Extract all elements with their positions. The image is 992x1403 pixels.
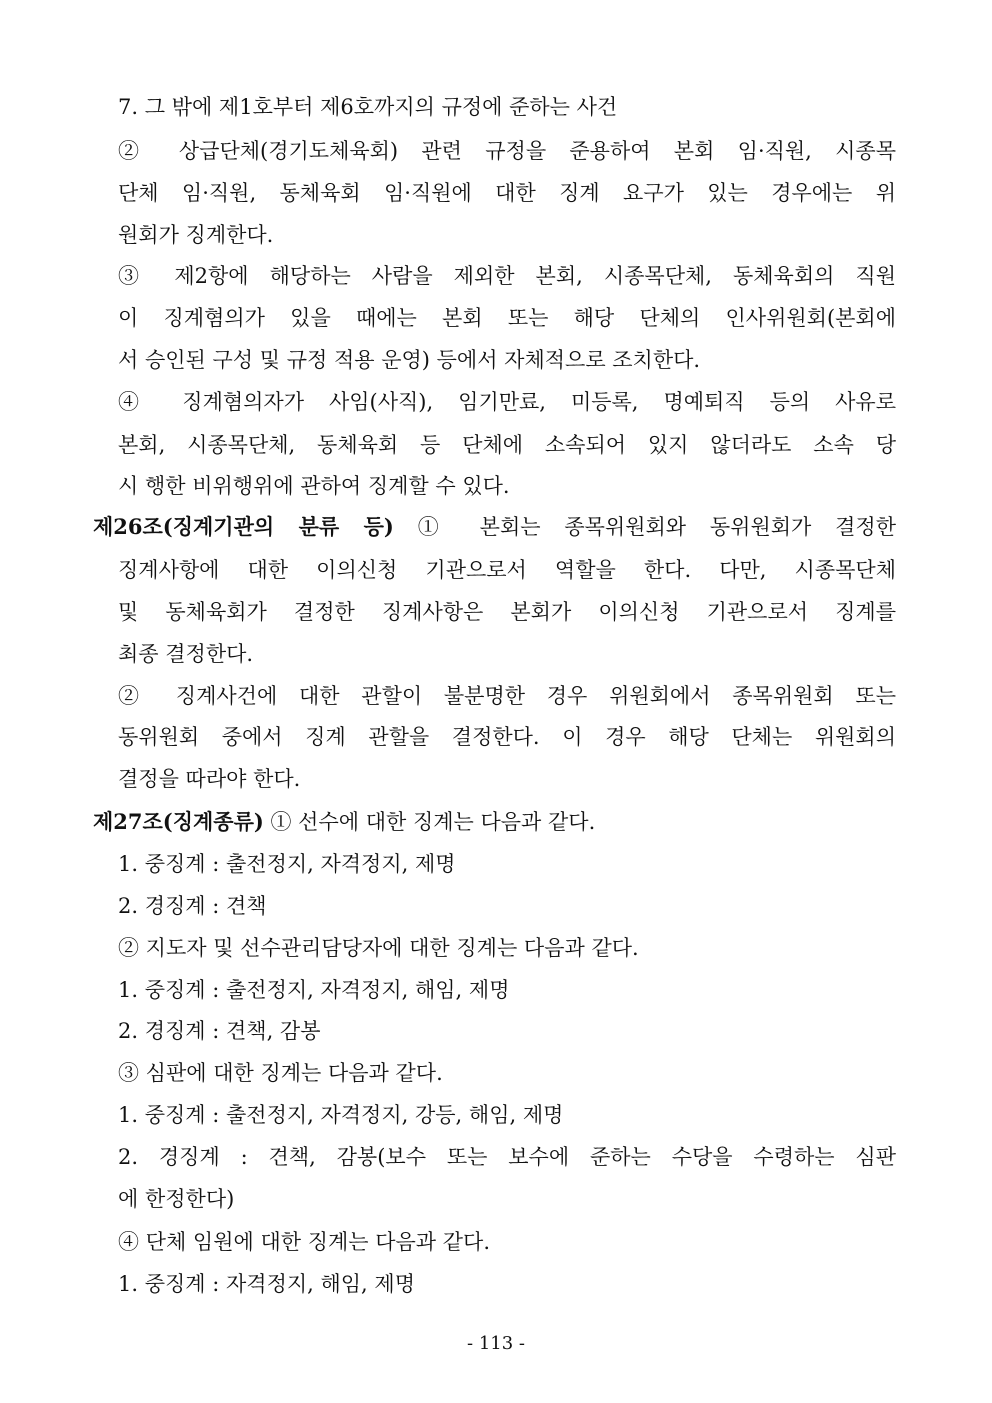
text-line: ② 상급단체(경기도체육회) 관련 규정을 준용하여 본회 임·직원, 시종목 [118, 139, 896, 163]
text-line: 단체 임·직원, 동체육회 임·직원에 대한 징계 요구가 있는 경우에는 위 [118, 181, 896, 205]
text-line: 본회, 시종목단체, 동체육회 등 단체에 소속되어 있지 않더라도 소속 당 [118, 433, 896, 457]
article-26-first-text: ① 본회는 종목위원회와 동위원회가 결정한 [393, 515, 896, 539]
text-line: 1. 중징계 : 출전정지, 자격정지, 강등, 해임, 제명 [118, 1103, 564, 1127]
text-line: 시 행한 비위행위에 관하여 징계할 수 있다. [118, 474, 510, 498]
text-line: 2. 경징계 : 견책, 감봉(보수 또는 보수에 준하는 수당을 수령하는 심판 [118, 1145, 896, 1169]
text-line: 결정을 따라야 한다. [118, 767, 301, 791]
article-26-first-line [93, 512, 896, 542]
text-line: 7. 그 밖에 제1호부터 제6호까지의 규정에 준하는 사건 [118, 95, 618, 119]
text-line: 2. 경징계 : 견책 [118, 894, 267, 918]
text-line: 2. 경징계 : 견책, 감봉 [118, 1019, 321, 1043]
article-27-first-text: ① 선수에 대한 징계는 다음과 같다. [263, 810, 596, 834]
text-line: 1. 중징계 : 출전정지, 자격정지, 해임, 제명 [118, 978, 510, 1002]
page-number: - 113 - [467, 1333, 525, 1354]
text-line: 동위원회 중에서 징계 관할을 결정한다. 이 경우 해당 단체는 위원회의 [118, 725, 896, 749]
article-26-heading: 제26조(징계기관의 분류 등) [93, 514, 394, 539]
text-line: ③ 심판에 대한 징계는 다음과 같다. [118, 1061, 443, 1085]
text-line: 1. 중징계 : 출전정지, 자격정지, 제명 [118, 852, 456, 876]
text-line: 이 징계혐의가 있을 때에는 본회 또는 해당 단체의 인사위원회(본회에 [118, 306, 896, 330]
text-line: 에 한정한다) [118, 1187, 235, 1211]
text-line: 최종 결정한다. [118, 642, 254, 666]
text-line: ② 지도자 및 선수관리담당자에 대한 징계는 다음과 같다. [118, 936, 639, 960]
text-line: 1. 중징계 : 자격정지, 해임, 제명 [118, 1272, 415, 1296]
text-line: ② 징계사건에 대한 관할이 불분명한 경우 위원회에서 종목위원회 또는 [118, 684, 896, 708]
text-line: ④ 징계혐의자가 사임(사직), 임기만료, 미등록, 명예퇴직 등의 사유로 [118, 390, 896, 414]
article-27-first-line [93, 807, 896, 837]
text-line: ③ 제2항에 해당하는 사람을 제외한 본회, 시종목단체, 동체육회의 직원 [118, 264, 896, 288]
text-line: 및 동체육회가 결정한 징계사항은 본회가 이의신청 기관으로서 징계를 [118, 600, 896, 624]
text-line: 서 승인된 구성 및 규정 적용 운영) 등에서 자체적으로 조치한다. [118, 348, 701, 372]
text-line: ④ 단체 임원에 대한 징계는 다음과 같다. [118, 1230, 491, 1254]
article-27-heading: 제27조(징계종류) [93, 809, 264, 834]
text-line: 징계사항에 대한 이의신청 기관으로서 역할을 한다. 다만, 시종목단체 [118, 558, 896, 582]
text-line: 원회가 징계한다. [118, 223, 274, 247]
